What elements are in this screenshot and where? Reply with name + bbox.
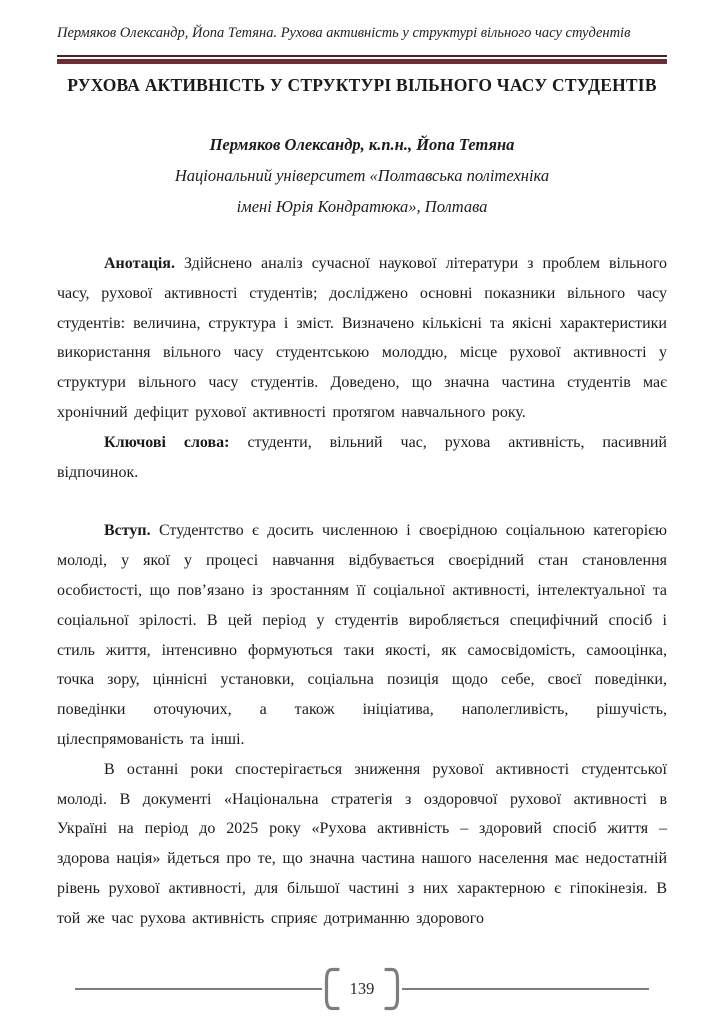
body-text (57, 249, 667, 934)
abstract-paragraph (57, 249, 667, 428)
intro-label: Вступ. (104, 522, 151, 540)
header-divider-rule (57, 55, 667, 64)
page-title: РУХОВА АКТИВНІСТЬ У СТРУКТУРІ ВІЛЬНОГО ЧАСУ СТУДЕНТІВ (67, 75, 657, 95)
keywords-text: студенти, вільний час, рухова активність, пасивний відпочинок. (57, 433, 667, 481)
authors-block (57, 129, 667, 222)
right-bracket-icon (384, 966, 402, 1012)
second-paragraph (57, 755, 667, 934)
affiliation-line-2: імені Юрія Кондратюка», Полтава (236, 197, 488, 216)
second-paragraph-text: В останні роки спостерігається зниження рухової активності студентської молоді. В документі «Національна стратегія з оздоровчої рухової активності в Україні на період до 2025 року «Рухова активність – здоровий спосіб життя – здорова нація» йдеться про те, що значна частина нашого населення має недостатній рівень рухової активності, для більшої частині з них характерною є гіпокінезія. В той же час рухова активність сприяє дотриманню здорового (57, 760, 667, 927)
footer-rule-left (75, 988, 322, 990)
keywords-label: Ключові слова: (104, 433, 230, 451)
authors-line: Пермяков Олександр, к.п.н., Йопа Тетяна (209, 135, 515, 154)
affiliation-line-1: Національний університет «Полтавська політехніка (174, 166, 550, 185)
intro-text: Студентство є досить численною і своєрідною соціальною категорією молоді, у якої у процесі навчання відбувається своєрідний стан становлення особистості, що пов’язано із зростанням її соціальної активності, інтелектуальної та соціальної зрілості. В цей період у студентів виробляється специфічний спосіб і стиль життя, інтенсивно формуються таки якості, як самосвідомість, самооцінка, точка зору, ціннісні установки, соціальна позиція щодо себе, своєї поведінки, поведінки оточуючих, а також ініціатива, наполегливість, рішучість, цілеспрямованість та інші. (57, 522, 667, 748)
intro-paragraph (57, 516, 667, 754)
keywords-paragraph (57, 428, 667, 488)
page-number: 139 (349, 978, 375, 998)
footer-rule-right (402, 988, 649, 990)
page-footer (75, 966, 649, 1012)
left-bracket-icon (322, 966, 340, 1012)
abstract-label: Анотація. (104, 255, 175, 272)
running-header: Пермяков Олександр, Йопа Тетяна. Рухова активність у структурі вільного часу студентів (57, 25, 631, 41)
abstract-text: Здійснено аналіз сучасної наукової літератури з проблем вільного часу, рухової активності студентів; досліджено основні показники вільного часу студентів: величина, структура і зміст. Визначено кількісні та якісні характеристики використання вільного часу студентською молоддю, місце рухової активності у структури вільного часу студентів. Доведено, що значна частина студентів має хронічний дефіцит рухової активності протягом навчального року. (57, 255, 668, 421)
